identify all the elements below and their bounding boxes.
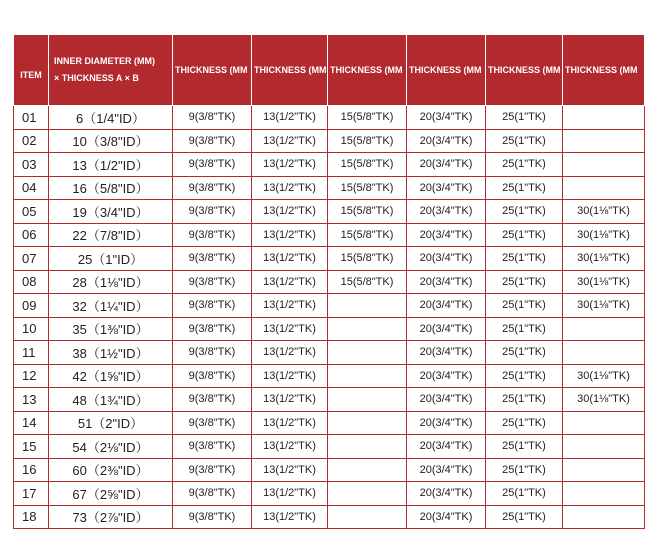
inner-diameter-cell: 51（2"ID） <box>49 411 173 435</box>
thickness-cell: 20(3/4"TK) <box>407 458 486 482</box>
thickness-cell: 20(3/4"TK) <box>407 482 486 506</box>
thickness-cell: 20(3/4"TK) <box>407 223 486 247</box>
header-thickness-2: THICKNESS (MM <box>252 35 328 106</box>
thickness-cell: 20(3/4"TK) <box>407 317 486 341</box>
item-number-cell: 04 <box>14 176 49 200</box>
thickness-cell <box>328 317 407 341</box>
thickness-cell: 20(3/4"TK) <box>407 294 486 318</box>
item-number-cell: 11 <box>14 341 49 365</box>
table-row <box>14 270 645 294</box>
item-number-cell: 03 <box>14 153 49 177</box>
thickness-cell: 13(1/2"TK) <box>252 435 328 459</box>
thickness-cell: 30(1⅛"TK) <box>563 270 645 294</box>
thickness-cell: 20(3/4"TK) <box>407 200 486 224</box>
table-row <box>14 505 645 529</box>
thickness-cell: 9(3/8"TK) <box>173 435 252 459</box>
inner-diameter-cell: 10（3/8"ID） <box>49 129 173 153</box>
header-thickness-5: THICKNESS (MM <box>486 35 563 106</box>
thickness-cell: 20(3/4"TK) <box>407 388 486 412</box>
thickness-cell: 25(1"TK) <box>486 364 563 388</box>
thickness-cell <box>328 388 407 412</box>
thickness-cell: 20(3/4"TK) <box>407 176 486 200</box>
table-row <box>14 247 645 271</box>
thickness-cell <box>563 482 645 506</box>
item-number-cell: 09 <box>14 294 49 318</box>
header-thickness-4: THICKNESS (MM <box>407 35 486 106</box>
thickness-cell: 15(5/8"TK) <box>328 223 407 247</box>
item-number-cell: 14 <box>14 411 49 435</box>
thickness-cell: 13(1/2"TK) <box>252 458 328 482</box>
header-thickness-3: THICKNESS (MM <box>328 35 407 106</box>
table-row <box>14 317 645 341</box>
thickness-cell <box>328 458 407 482</box>
item-number-cell: 15 <box>14 435 49 459</box>
thickness-cell: 15(5/8"TK) <box>328 270 407 294</box>
thickness-cell: 20(3/4"TK) <box>407 505 486 529</box>
thickness-cell: 25(1"TK) <box>486 200 563 224</box>
thickness-cell: 20(3/4"TK) <box>407 153 486 177</box>
thickness-cell: 25(1"TK) <box>486 388 563 412</box>
table-row <box>14 341 645 365</box>
thickness-cell: 20(3/4"TK) <box>407 129 486 153</box>
thickness-cell: 13(1/2"TK) <box>252 388 328 412</box>
thickness-cell: 13(1/2"TK) <box>252 505 328 529</box>
thickness-cell: 30(1⅛"TK) <box>563 223 645 247</box>
thickness-cell <box>563 458 645 482</box>
thickness-cell: 20(3/4"TK) <box>407 270 486 294</box>
thickness-cell <box>563 106 645 130</box>
thickness-cell: 15(5/8"TK) <box>328 153 407 177</box>
thickness-cell: 13(1/2"TK) <box>252 176 328 200</box>
thickness-cell: 25(1"TK) <box>486 270 563 294</box>
table-row <box>14 153 645 177</box>
thickness-cell: 15(5/8"TK) <box>328 247 407 271</box>
inner-diameter-cell: 67（2⅝"ID） <box>49 482 173 506</box>
thickness-cell: 25(1"TK) <box>486 317 563 341</box>
item-number-cell: 17 <box>14 482 49 506</box>
thickness-cell: 25(1"TK) <box>486 458 563 482</box>
thickness-cell: 13(1/2"TK) <box>252 364 328 388</box>
header-thickness-1: THICKNESS (MM <box>173 35 252 106</box>
thickness-cell: 13(1/2"TK) <box>252 341 328 365</box>
thickness-cell: 9(3/8"TK) <box>173 270 252 294</box>
thickness-cell: 13(1/2"TK) <box>252 294 328 318</box>
thickness-cell <box>328 505 407 529</box>
thickness-cell: 15(5/8"TK) <box>328 176 407 200</box>
thickness-cell <box>563 317 645 341</box>
thickness-cell: 25(1"TK) <box>486 106 563 130</box>
thickness-cell: 30(1⅛"TK) <box>563 200 645 224</box>
inner-diameter-cell: 6（1/4"ID） <box>49 106 173 130</box>
inner-diameter-cell: 54（2⅛"ID） <box>49 435 173 459</box>
inner-diameter-cell: 42（1⅝"ID） <box>49 364 173 388</box>
thickness-cell: 20(3/4"TK) <box>407 247 486 271</box>
thickness-cell: 25(1"TK) <box>486 176 563 200</box>
table-row <box>14 411 645 435</box>
item-number-cell: 07 <box>14 247 49 271</box>
table-row <box>14 129 645 153</box>
item-number-cell: 16 <box>14 458 49 482</box>
table-body <box>14 106 645 529</box>
inner-diameter-cell: 73（2⅞"ID） <box>49 505 173 529</box>
header-thickness-6: THICKNESS (MM <box>563 35 645 106</box>
thickness-cell: 25(1"TK) <box>486 247 563 271</box>
table-row <box>14 200 645 224</box>
table-header-row <box>14 35 645 106</box>
thickness-cell: 9(3/8"TK) <box>173 411 252 435</box>
table-row <box>14 294 645 318</box>
thickness-cell: 9(3/8"TK) <box>173 458 252 482</box>
thickness-cell: 25(1"TK) <box>486 294 563 318</box>
thickness-cell: 25(1"TK) <box>486 153 563 177</box>
thickness-cell <box>563 435 645 459</box>
thickness-cell <box>328 364 407 388</box>
thickness-cell: 9(3/8"TK) <box>173 294 252 318</box>
header-inner-diameter <box>49 35 173 106</box>
thickness-cell: 25(1"TK) <box>486 435 563 459</box>
spec-sheet <box>13 34 645 529</box>
thickness-cell: 30(1⅛"TK) <box>563 247 645 271</box>
item-number-cell: 13 <box>14 388 49 412</box>
thickness-cell <box>563 411 645 435</box>
thickness-cell: 20(3/4"TK) <box>407 411 486 435</box>
thickness-cell: 13(1/2"TK) <box>252 129 328 153</box>
thickness-cell: 25(1"TK) <box>486 341 563 365</box>
inner-diameter-cell: 16（5/8"ID） <box>49 176 173 200</box>
thickness-cell <box>328 482 407 506</box>
thickness-cell: 30(1⅛"TK) <box>563 364 645 388</box>
inner-diameter-cell: 22（7/8"ID） <box>49 223 173 247</box>
thickness-cell: 9(3/8"TK) <box>173 317 252 341</box>
thickness-cell: 9(3/8"TK) <box>173 247 252 271</box>
thickness-cell: 13(1/2"TK) <box>252 153 328 177</box>
header-inner-diameter-line2: × THICKNESS A × B <box>54 73 139 83</box>
thickness-cell: 9(3/8"TK) <box>173 388 252 412</box>
item-number-cell: 10 <box>14 317 49 341</box>
thickness-cell: 20(3/4"TK) <box>407 364 486 388</box>
thickness-cell: 13(1/2"TK) <box>252 223 328 247</box>
inner-diameter-cell: 48（1¾"ID） <box>49 388 173 412</box>
header-item: ITEM <box>14 35 49 106</box>
thickness-cell <box>563 153 645 177</box>
thickness-cell: 9(3/8"TK) <box>173 129 252 153</box>
thickness-cell: 15(5/8"TK) <box>328 129 407 153</box>
inner-diameter-cell: 25（1"ID） <box>49 247 173 271</box>
table-row <box>14 482 645 506</box>
thickness-cell <box>328 435 407 459</box>
thickness-cell: 9(3/8"TK) <box>173 106 252 130</box>
inner-diameter-cell: 19（3/4"ID） <box>49 200 173 224</box>
thickness-cell: 15(5/8"TK) <box>328 200 407 224</box>
inner-diameter-cell: 13（1/2"ID） <box>49 153 173 177</box>
table-row <box>14 106 645 130</box>
table-row <box>14 364 645 388</box>
thickness-cell: 13(1/2"TK) <box>252 411 328 435</box>
thickness-cell <box>563 505 645 529</box>
header-inner-diameter-line1: INNER DIAMETER (MM) <box>54 56 155 66</box>
thickness-cell: 13(1/2"TK) <box>252 247 328 271</box>
pipe-insulation-size-table <box>13 34 645 529</box>
thickness-cell: 15(5/8"TK) <box>328 106 407 130</box>
thickness-cell <box>563 341 645 365</box>
thickness-cell <box>328 341 407 365</box>
inner-diameter-cell: 35（1⅜"ID） <box>49 317 173 341</box>
table-row <box>14 176 645 200</box>
thickness-cell: 9(3/8"TK) <box>173 153 252 177</box>
thickness-cell: 25(1"TK) <box>486 129 563 153</box>
thickness-cell: 30(1⅛"TK) <box>563 294 645 318</box>
thickness-cell: 25(1"TK) <box>486 223 563 247</box>
thickness-cell: 25(1"TK) <box>486 482 563 506</box>
item-number-cell: 06 <box>14 223 49 247</box>
table-row <box>14 223 645 247</box>
thickness-cell: 25(1"TK) <box>486 411 563 435</box>
item-number-cell: 12 <box>14 364 49 388</box>
thickness-cell <box>328 294 407 318</box>
table-row <box>14 458 645 482</box>
thickness-cell: 13(1/2"TK) <box>252 200 328 224</box>
thickness-cell: 9(3/8"TK) <box>173 482 252 506</box>
table-row <box>14 435 645 459</box>
thickness-cell: 9(3/8"TK) <box>173 223 252 247</box>
thickness-cell: 13(1/2"TK) <box>252 106 328 130</box>
thickness-cell: 20(3/4"TK) <box>407 106 486 130</box>
thickness-cell: 9(3/8"TK) <box>173 341 252 365</box>
thickness-cell: 20(3/4"TK) <box>407 341 486 365</box>
item-number-cell: 18 <box>14 505 49 529</box>
thickness-cell: 9(3/8"TK) <box>173 176 252 200</box>
inner-diameter-cell: 32（1¼"ID） <box>49 294 173 318</box>
thickness-cell: 9(3/8"TK) <box>173 505 252 529</box>
table-row <box>14 388 645 412</box>
thickness-cell <box>328 411 407 435</box>
item-number-cell: 08 <box>14 270 49 294</box>
thickness-cell <box>563 176 645 200</box>
item-number-cell: 05 <box>14 200 49 224</box>
inner-diameter-cell: 60（2⅜"ID） <box>49 458 173 482</box>
thickness-cell: 13(1/2"TK) <box>252 317 328 341</box>
thickness-cell: 30(1⅛"TK) <box>563 388 645 412</box>
item-number-cell: 01 <box>14 106 49 130</box>
thickness-cell: 9(3/8"TK) <box>173 200 252 224</box>
thickness-cell: 25(1"TK) <box>486 505 563 529</box>
thickness-cell <box>563 129 645 153</box>
item-number-cell: 02 <box>14 129 49 153</box>
inner-diameter-cell: 38（1½"ID） <box>49 341 173 365</box>
thickness-cell: 9(3/8"TK) <box>173 364 252 388</box>
thickness-cell: 13(1/2"TK) <box>252 270 328 294</box>
thickness-cell: 20(3/4"TK) <box>407 435 486 459</box>
inner-diameter-cell: 28（1⅛"ID） <box>49 270 173 294</box>
thickness-cell: 13(1/2"TK) <box>252 482 328 506</box>
